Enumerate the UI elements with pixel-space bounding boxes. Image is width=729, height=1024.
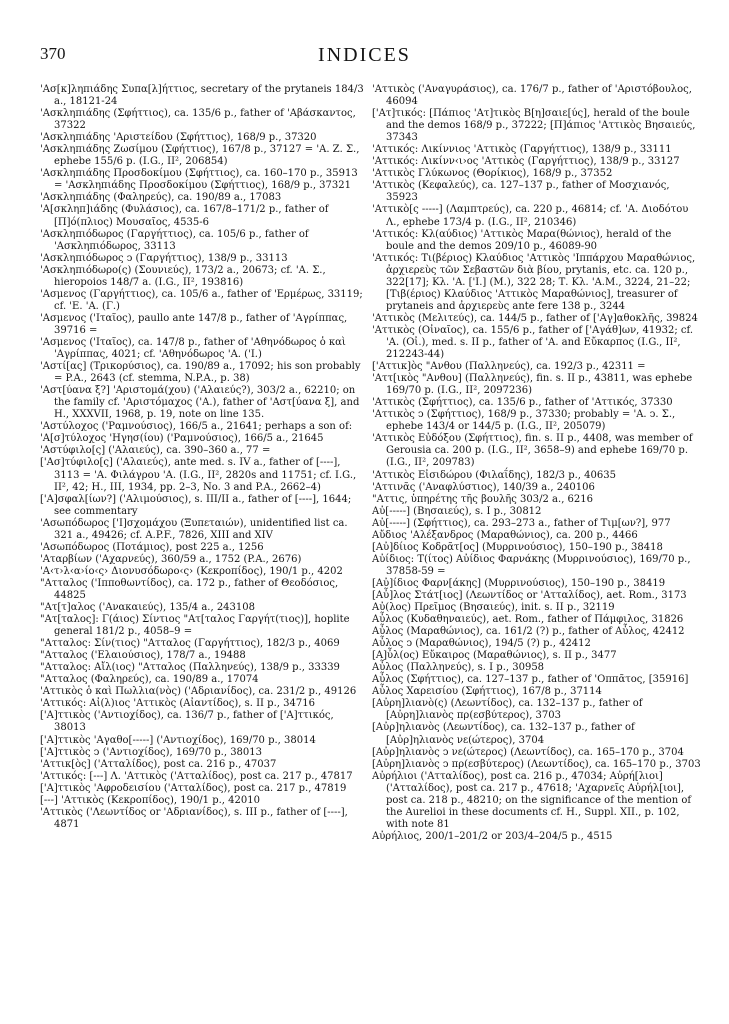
index-entry: 'Αττικός: Λικίννιος 'Αττικὸς (Γαργήττιος), 138/9 p., 33111 xyxy=(372,144,672,156)
index-entry: ['Α]ττικὸς 'Αφροδεισίου ('Ατταλίδος), post ca. 217 p., 47819 xyxy=(40,782,347,794)
index-entry: 'Ασ[κ]ληπιάδης Συπα[λ]ήττιος, secretary of the prytaneis 184/3 a., 18121-24 xyxy=(40,84,364,108)
index-entry: 'Αττινᾶς ('Αναφλύστιος), 140/39 a., 240106 xyxy=(372,481,595,493)
index-entry: 'Ασμενος ('Ιταῖος), ca. 147/8 p., father of 'Αθηνόδωρος ὁ καὶ 'Αγρίππας, 4021; cf. 'Αθηνόδωρος 'Α. ('Ι.) xyxy=(40,336,346,361)
index-entry: "Ατ[τ]αλος ('Ανακαιεύς), 135/4 a., 243108 xyxy=(40,602,255,614)
index-entry: 'Α[σκληπ]ιάδης (Φυλάσιος), ca. 167/8–171/2 p., father of [Π]ό(πλιος) Μουσαῖος, 4535-6 xyxy=(40,204,329,228)
index-entry: 'Ασμενος (Γαργήττιος), ca. 105/6 a., father of 'Ερμέρως, 33119; cf. 'Ε. 'Α. (Γ.) xyxy=(40,288,363,312)
index-entry: 'Αττικὸ[ς -----] (Λαμπτρεύς), ca. 220 p., 46814; cf. 'Α. Διοδότου Λ., ephebe 173/4 p. (I.G., II², 210346) xyxy=(372,204,689,228)
index-entry: Αὐρήλιοι ('Ατταλίδος), post ca. 216 p., 47034; Αὐρή[λιοι] ('Ατταλίδος), post ca. 217 p., 47618; 'Αχαρνεῖς Αὐρήλ[ιοι], post ca. 218 p., 48210; on the significance of the mention of the Aurelioi in these documents cf. H., Suppl. XII., p. 102, with note 81 xyxy=(372,770,692,830)
index-entry: [Αὐρ]ηλιανὸς ͻ νε(ώτερος) (Λεωντίδος), ca. 165–170 p., 3704 xyxy=(372,746,684,758)
index-entry: ['Α]ττικὸς ('Αντιοχίδος), ca. 136/7 p., father of ['Α]ττικός, 38013 xyxy=(40,710,334,734)
index-entry: 'Αττικός: Λικίνν‹ι›ος 'Αττικὸς (Γαργήττιος), 138/9 p., 33127 xyxy=(372,156,680,168)
index-entry: 'Αττικὸς (Οἰναῖος), ca. 155/6 p., father of ['Αγάθ]ων, 41932; cf. 'Α. (Οἰ.), med. s. II p., father of 'Α. and Εὔκαρπος (I.G., II², 212243-44) xyxy=(372,324,694,361)
index-entry: 'Ασκληπιάδης 'Αριστείδου (Σφήττιος), 168/9 p., 37320 xyxy=(40,132,317,144)
page-number: 370 xyxy=(40,44,66,63)
index-entry: 'Αττικὸς ('Λεωντίδος or 'Αδριανίδος), s. III p., father of [----], 4871 xyxy=(40,806,348,830)
index-entry: 'Αττικὸς (Κεφαλεύς), ca. 127–137 p., father of Μοσχιανός, 35923 xyxy=(372,180,670,204)
index-entry: 'Α‹τ›λ‹α›ίο‹ς› Διονυσόδωρο‹ς› (Κεκροπίδος), 190/1 p., 4202 xyxy=(40,565,343,577)
index-entry: 'Αττικός: Τι(βέριος) Κλαύδιος 'Αττικὸς 'Ιππάρχου Μαραθώνιος, ἀρχιερεὺς τῶν Σεβαστῶν διὰ βίου, prytanis, etc. ca. 120 p., 322[17]; Κλ. 'Α. ['Ι.] (Μ.), 322 28; Τ. Κλ. 'Α.Μ., 3224, 21–22; [Τιβ(έριος) Κλαύδιος 'Αττικὸς Μαραθώνιος], treasurer of prytaneis and ἀρχιερεὺς ante fere 138 p., 3244 xyxy=(372,252,696,312)
index-entry: 'Ασωπόδωρος ['Ι]σχομάχου (Ξυπεταιών), unidentified list ca. 321 a., 49426; cf. A.P.F., 7826, XIII and XIV xyxy=(40,517,348,541)
index-entry: 'Αττικὸς ͻ (Σφήττιος), 168/9 p., 37330; probably = 'Α. ͻ. Σ., ephebe 143/4 or 144/5 p. (I.G., II², 205079) xyxy=(372,409,676,433)
index-entry: Αὖλος ͻ (Μαραθώνιος), 194/5 (?) p., 42412 xyxy=(372,638,591,650)
index-entry: 'Αστύφιλο[ς] ('Αλαιεύς), ca. 390–360 a., 77 = xyxy=(40,445,271,457)
index-entry: "Ατ[ταλος]: Γ(άιος) Σίντιος "Ατ[ταλος Γαργήτ(τιος)], hoplite general 181/2 p., 4058–9 = xyxy=(40,614,350,638)
index-entry: [Αὖ]λος Στάτ[ιος] (Λεωντίδος or 'Ατταλίδος), aet. Rom., 3173 xyxy=(372,589,687,601)
index-entry: [Α]ὖλ(ος) Εὔκαιρος (Μαραθώνιος), s. II p., 3477 xyxy=(372,650,617,662)
index-entry: Αὐ[-----] (Βησαιεύς), s. I p., 30812 xyxy=(372,505,542,517)
index-entry: ['Ατ]τικός: [Πάπιος 'Ατ]τικὸς Β[η]σαιε[ύς], herald of the boule and the demos 168/9 p., 37222; [Π]άπιος 'Αττικὸς Βησαιεύς, 37343 xyxy=(372,108,696,144)
index-entry: "Ατταλος ('Ελαιούσιος), 178/7 a., 19488 xyxy=(40,650,246,662)
index-entry: [Αὐ]δίιος Κοδρᾶτ[ος] (Μυρρινούσιος), 150–190 p., 38418 xyxy=(372,541,663,553)
index-entry: ['Ασ]τύφιλο[ς] ('Αλαιεύς), ante med. s. IV a., father of [----], 3113 = 'Α. Φιλάγρου 'Α. (I.G., II², 2820s and 11751; cf. I.G., II², 42; H., III, 1934, pp. 2–3, No. 3 and P.A., 2662–4) xyxy=(40,457,357,493)
index-entry: ['Α]ττικὸς ͻ ('Αντιοχίδος), 169/70 p., 38013 xyxy=(40,746,263,758)
index-entry: ['Α]ττικὸς 'Αγαθο[-----] ('Αντιοχίδος), 169/70 p., 38014 xyxy=(40,734,316,746)
index-entry: 'Αττικὸς ('Αναγυράσιος), ca. 176/7 p., father of 'Αριστόβουλος, 46094 xyxy=(372,84,692,108)
index-entry: 'Αττικός: Αἰ(λ)ιος 'Αττικὸς (Αἰαντίδος), s. II p., 34716 xyxy=(40,698,315,710)
right-column xyxy=(372,84,702,843)
index-entry: 'Ασωπόδωρος (Ποτάμιος), post 225 a., 1256 xyxy=(40,541,264,553)
index-entry: Αὐ[-----] (Σφήττιος), ca. 293–273 a., father of Τιμ[ων?], 977 xyxy=(372,517,671,529)
index-entry: 'Ασμενος ('Ιταῖος), paullo ante 147/8 p., father of 'Αγρίππας, 39716 = xyxy=(40,312,348,336)
index-entry: 'Αττ[ικὸς "Ανθου] (Παλληνεύς), fin. s. II p., 43811, was ephebe 169/70 p. (I.G., II², 2097236) xyxy=(372,373,693,397)
index-entry: "Ατταλος (Φαληρεύς), ca. 190/89 a., 17074 xyxy=(40,674,259,686)
left-column xyxy=(40,84,368,831)
index-entry: "Ατταλος: Σίν(τιος) "Ατταλος (Γαργήττιος), 182/3 p., 4069 xyxy=(40,638,340,650)
index-entry: 'Αττικός: [---] Λ. 'Αττικὸς ('Ατταλίδος), post ca. 217 p., 47817 xyxy=(40,770,353,782)
index-entry: 'Αττικός: Κλ(αύδιος) 'Αττικὸς Μαρα(θώνιος), herald of the boule and the demos 209/10 p., 46089-90 xyxy=(372,228,672,252)
index-entry: 'Ασκληπιάδης (Σφήττιος), ca. 135/6 p., father of 'Αβάσκαντος, 37322 xyxy=(40,108,356,132)
index-entry: Αὔδιος 'Αλέξανδρος (Μαραθώνιος), ca. 200 p., 4466 xyxy=(372,529,638,541)
index-entry: [Αὐ]ίδιος Φαρν[άκης] (Μυρρινούσιος), 150–190 p., 38419 xyxy=(372,577,666,589)
index-entry: 'Αττικὸς Εὐδόξου (Σφήττιος), fin. s. II p., 4408, was member of Gerousia ca. 200 p. (I.G., II², 3658–9) and ephebe 169/70 p. (I.G., II², 209783) xyxy=(372,433,693,469)
index-entry: 'Αττικὸς (Μελιτεύς), ca. 144/5 p., father of ['Αγ]αθοκλῆς, 39824 xyxy=(372,312,698,324)
index-entry: 'Ασκληπιάδης Ζωσίμου (Σφήττιος), 167/8 p., 37127 = 'Α. Ζ. Σ., ephebe 155/6 p. (I.G., II², 206854) xyxy=(40,144,360,168)
index-entry: 'Αστ[ύανα ξ?] 'Αριστομά(χου) ('Αλαιεύς?), 303/2 a., 62210; on the family cf. 'Αριστόμαχος ('Α.), father of 'Αστ[ύανα ξ], and H., XXXVII, 1968, p. 19, note on line 135. xyxy=(40,385,360,421)
index-entry: [Αὐρη]λιανὸς ͻ πρ(εσβύτερος) (Λεωντίδος), ca. 165–170 p., 3703 xyxy=(372,758,701,770)
index-entry: 'Αττικὸς ὁ καὶ Πωλλια(νὸς) ('Αδριανίδος), ca. 231/2 p., 49126 xyxy=(40,686,357,698)
index-entry: Αὐίδιος: Τ(ίτος) Αὐίδιος Φαρνάκης (Μυρρινούσιος), 169/70 p., 37858-59 = xyxy=(372,553,691,577)
index-entry: Αὖλος (Μαραθώνιος), ca. 161/2 (?) p., father of Αὖλος, 42412 xyxy=(372,626,685,638)
index-entry: 'Ασκληπιάδης (Φαληρεύς), ca. 190/89 a., 17083 xyxy=(40,192,282,204)
index-entry: 'Αττικὸς Γλύκωνος (Θορίκιος), 168/9 p., 37352 xyxy=(372,168,613,180)
index-entry: [---] 'Αττικὸς (Κεκροπίδος), 190/1 p., 42010 xyxy=(40,794,260,806)
index-entry: 'Αττικ[ὸς] ('Ατταλίδος), post ca. 216 p., 47037 xyxy=(40,758,277,770)
index-entry: 'Αττικὸς Εἰσιδώρου (Φιλαΐδης), 182/3 p., 40635 xyxy=(372,469,616,481)
index-entry: [Αὐρη]λιανὸ(ς) (Λεωντίδος), ca. 132–137 p., father of [Αὐρη]λιανὸς πρ(εσβύτερος), 3703 xyxy=(372,698,643,722)
index-entry: 'Ασκληπιόδωρος ͻ (Γαργήττιος), 138/9 p., 33113 xyxy=(40,252,288,264)
index-entry: 'Αττικὸς (Σφήττιος), ca. 135/6 p., father of 'Αττικός, 37330 xyxy=(372,397,673,409)
index-entry: 'Α[σ]τύλοχος 'Ηγησ(ίου) ('Ραμνούσιος), 166/5 a., 21645 xyxy=(40,433,324,445)
index-entry: 'Αστύλοχος ('Ραμνούσιος), 166/5 a., 21641; perhaps a son of: xyxy=(40,421,353,433)
index-entry: Αὐρήλιος, 200/1–201/2 or 203/4–204/5 p., 4515 xyxy=(372,830,613,842)
index-entry: 'Ασκληπιάδης Προσδοκίμου (Σφήττιος), ca. 160–170 p., 35913 = 'Ασκληπιάδης Προσδοκίμου (Σφήττιος), 168/9 p., 37321 xyxy=(40,168,358,192)
index-entry: Αὖλος (Σφήττιος), ca. 127–137 p., father of 'Οππᾶτος, [35916] xyxy=(372,674,689,686)
index-entry: Αὖλος Χαρεισίου (Σφήττιος), 167/8 p., 37114 xyxy=(372,686,602,698)
index-entry: [Αὐρ]ηλιανὸς (Λεωντίδος), ca. 132–137 p., father of [Αὐρ]ηλιανὸς νε(ώτερος), 3704 xyxy=(372,722,635,746)
index-entry: 'Αταρβίων ('Αχαρνεύς), 360/59 a., 1752 (P.A., 2676) xyxy=(40,553,302,565)
page-title: INDICES xyxy=(318,44,411,66)
index-entry: 'Αστί[ας] (Τρικορύσιος), ca. 190/89 a., 17092; his son probably = P.A., 2643 (cf. stemma, N.P.A., p. 38) xyxy=(40,361,361,385)
index-entry: Αὖλος (Παλληνεύς), s. I p., 30958 xyxy=(372,662,545,674)
index-entry: Αὐ(λος) Πρεῖμος (Βησαιεύς), init. s. II p., 32119 xyxy=(372,602,615,614)
index-entry: ['Αττικ]ὸς "Ανθου (Παλληνεύς), ca. 192/3 p., 42311 = xyxy=(372,361,646,373)
index-entry: 'Ασκληπιόδωρος (Γαργήττιος), ca. 105/6 p., father of 'Ασκληπιόδωρος, 33113 xyxy=(40,228,309,252)
index-entry: Αὖλος (Κυδαθηναιεύς), aet. Rom., father of Πάμφιλος, 31826 xyxy=(372,614,684,626)
index-entry: "Αττις, ὑπηρέτης τῆς βουλῆς 303/2 a., 6216 xyxy=(372,493,594,505)
index-entry: 'Ασκληπιόδωρο(ς) (Σουνιεύς), 173/2 a., 20673; cf. 'Α. Σ., hieropoios 148/7 a. (I.G., II², 193816) xyxy=(40,264,326,288)
index-entry: ['Α]σφαλ[ίων?] ('Αλιμούσιος), s. III/II a., father of [----], 1644; see commentary xyxy=(40,493,352,517)
index-entry: "Ατταλος: Αἴλ(ιος) "Ατταλος (Παλληνεύς), 138/9 p., 33339 xyxy=(40,662,340,674)
index-entry: "Ατταλος ('Ιπποθωντίδος), ca. 172 p., father of Θεοδόσιος, 44825 xyxy=(40,577,339,601)
